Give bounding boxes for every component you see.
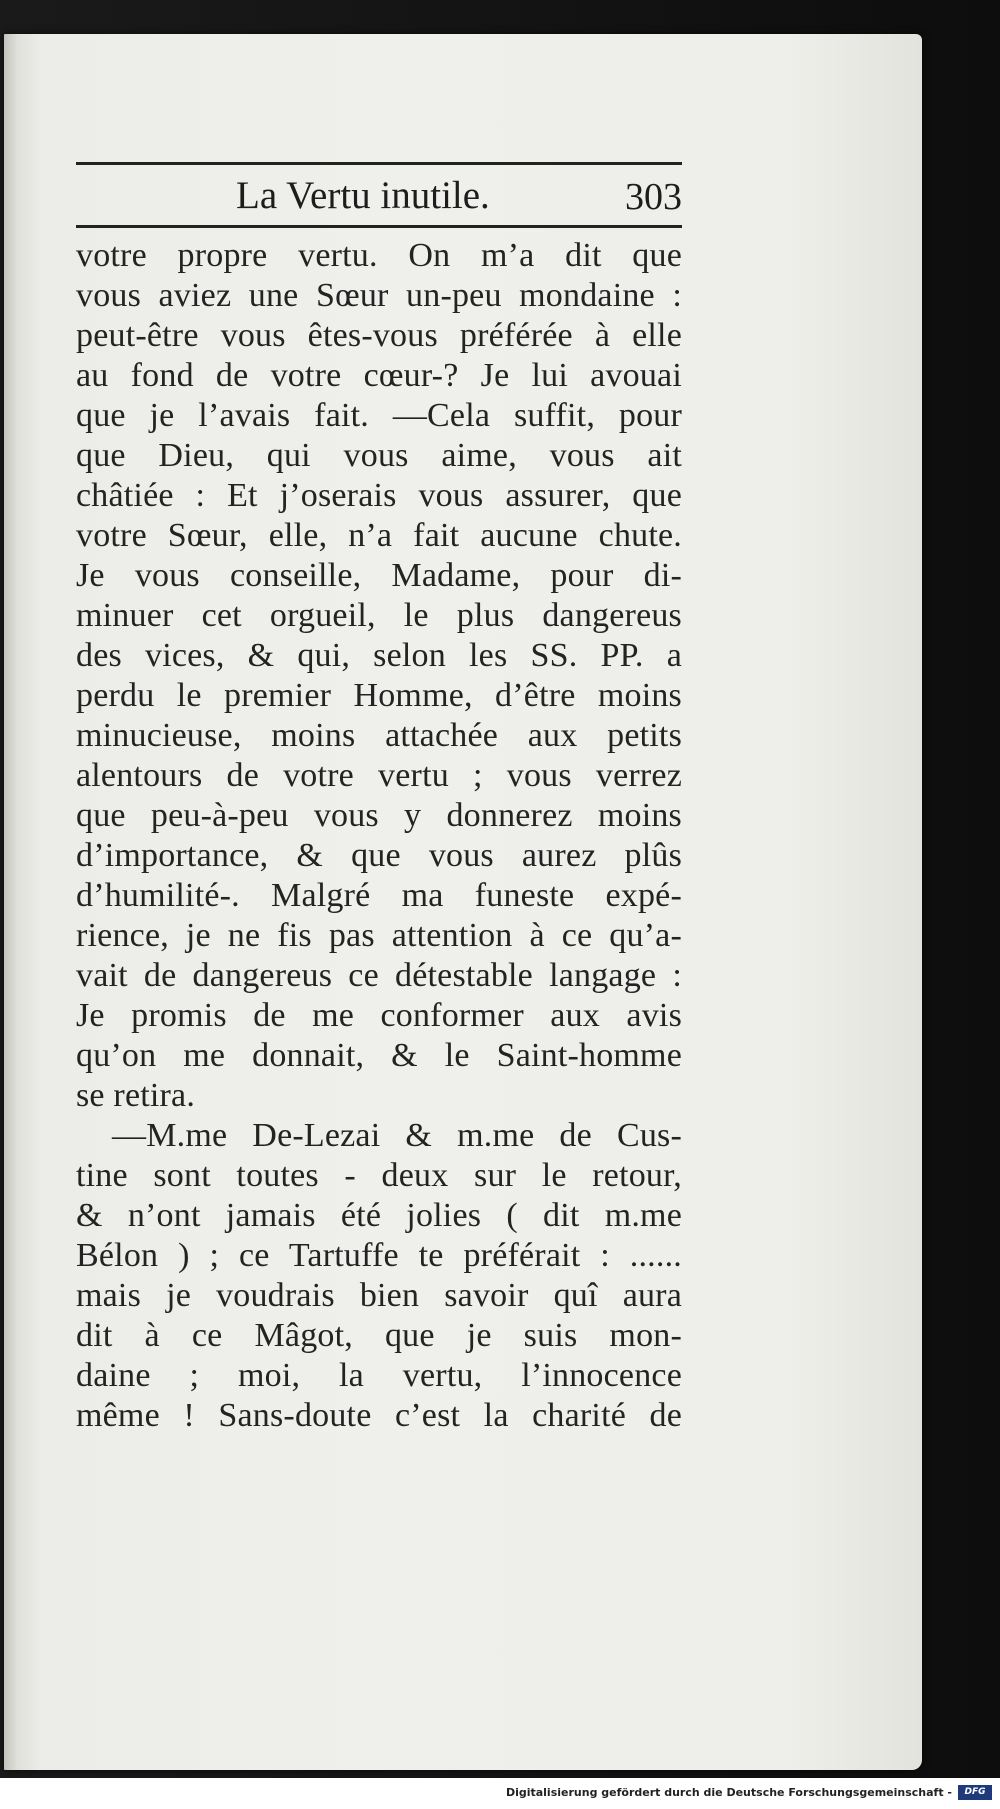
text-line: alentours de votre vertu ; vous verrez: [76, 757, 682, 794]
text-line: perdu le premier Homme, d’être moins: [76, 677, 682, 714]
header-rule-bottom: [76, 225, 682, 228]
text-line: Je vous conseille, Madame, pour di-: [76, 557, 682, 594]
text-line: dit à ce Mâgot, que je suis mon-: [76, 1317, 682, 1354]
text-line: tine sont toutes - deux sur le retour,: [76, 1157, 682, 1194]
text-line: Je promis de me conformer aux avis: [76, 997, 682, 1034]
text-line: & n’ont jamais été jolies ( dit m.me: [76, 1197, 682, 1234]
running-header: [76, 171, 682, 221]
text-line: qu’on me donnait, & le Saint-homme: [76, 1037, 682, 1074]
text-line: minuer cet orgueil, le plus dangereus: [76, 597, 682, 634]
text-line: d’importance, & que vous aurez plûs: [76, 837, 682, 874]
text-line: peut-être vous êtes-vous préférée à elle: [76, 317, 682, 354]
text-line: —M.me De-Lezai & m.me de Cus-: [112, 1117, 682, 1154]
text-line: vait de dangereus ce détestable langage :: [76, 957, 682, 994]
text-line: d’humilité-. Malgré ma funeste expé-: [76, 877, 682, 914]
text-line: se retira.: [76, 1077, 196, 1114]
text-line: au fond de votre cœur-? Je lui avouai: [76, 357, 682, 394]
text-line: des vices, & qui, selon les SS. PP. a: [76, 637, 682, 674]
funding-credit: Digitalisierung gefördert durch die Deutsche Forschungsgemeinschaft -: [505, 1786, 952, 1799]
text-line: votre Sœur, elle, n’a fait aucune chute.: [76, 517, 682, 554]
page-number: 303: [625, 176, 682, 218]
body-text: [76, 236, 682, 1436]
text-line: Bélon ) ; ce Tartuffe te préférait : ......: [76, 1237, 682, 1274]
text-line: daine ; moi, la vertu, l’innocence: [76, 1357, 682, 1394]
text-line: rience, je ne fis pas attention à ce qu’a-: [76, 917, 682, 954]
text-line: votre propre vertu. On m’a dit que: [76, 237, 682, 274]
text-line: minucieuse, moins attachée aux petits: [76, 717, 682, 754]
running-title: La Vertu inutile.: [236, 174, 490, 217]
text-line: vous aviez une Sœur un-peu mondaine :: [76, 277, 682, 314]
dfg-logo: DFG: [958, 1785, 992, 1800]
digitization-footer: [0, 1778, 1000, 1809]
text-line: que je l’avais fait. —Cela suffit, pour: [76, 397, 682, 434]
text-block: [76, 162, 682, 1436]
header-rule-top: [76, 162, 682, 165]
text-line: même ! Sans-doute c’est la charité de: [76, 1397, 682, 1434]
text-line: châtiée : Et j’oserais vous assurer, que: [76, 477, 682, 514]
text-line: que peu-à-peu vous y donnerez moins: [76, 797, 682, 834]
page-edge: [4, 34, 16, 1770]
text-line: mais je voudrais bien savoir quî aura: [76, 1277, 682, 1314]
text-line: que Dieu, qui vous aime, vous ait: [76, 437, 682, 474]
